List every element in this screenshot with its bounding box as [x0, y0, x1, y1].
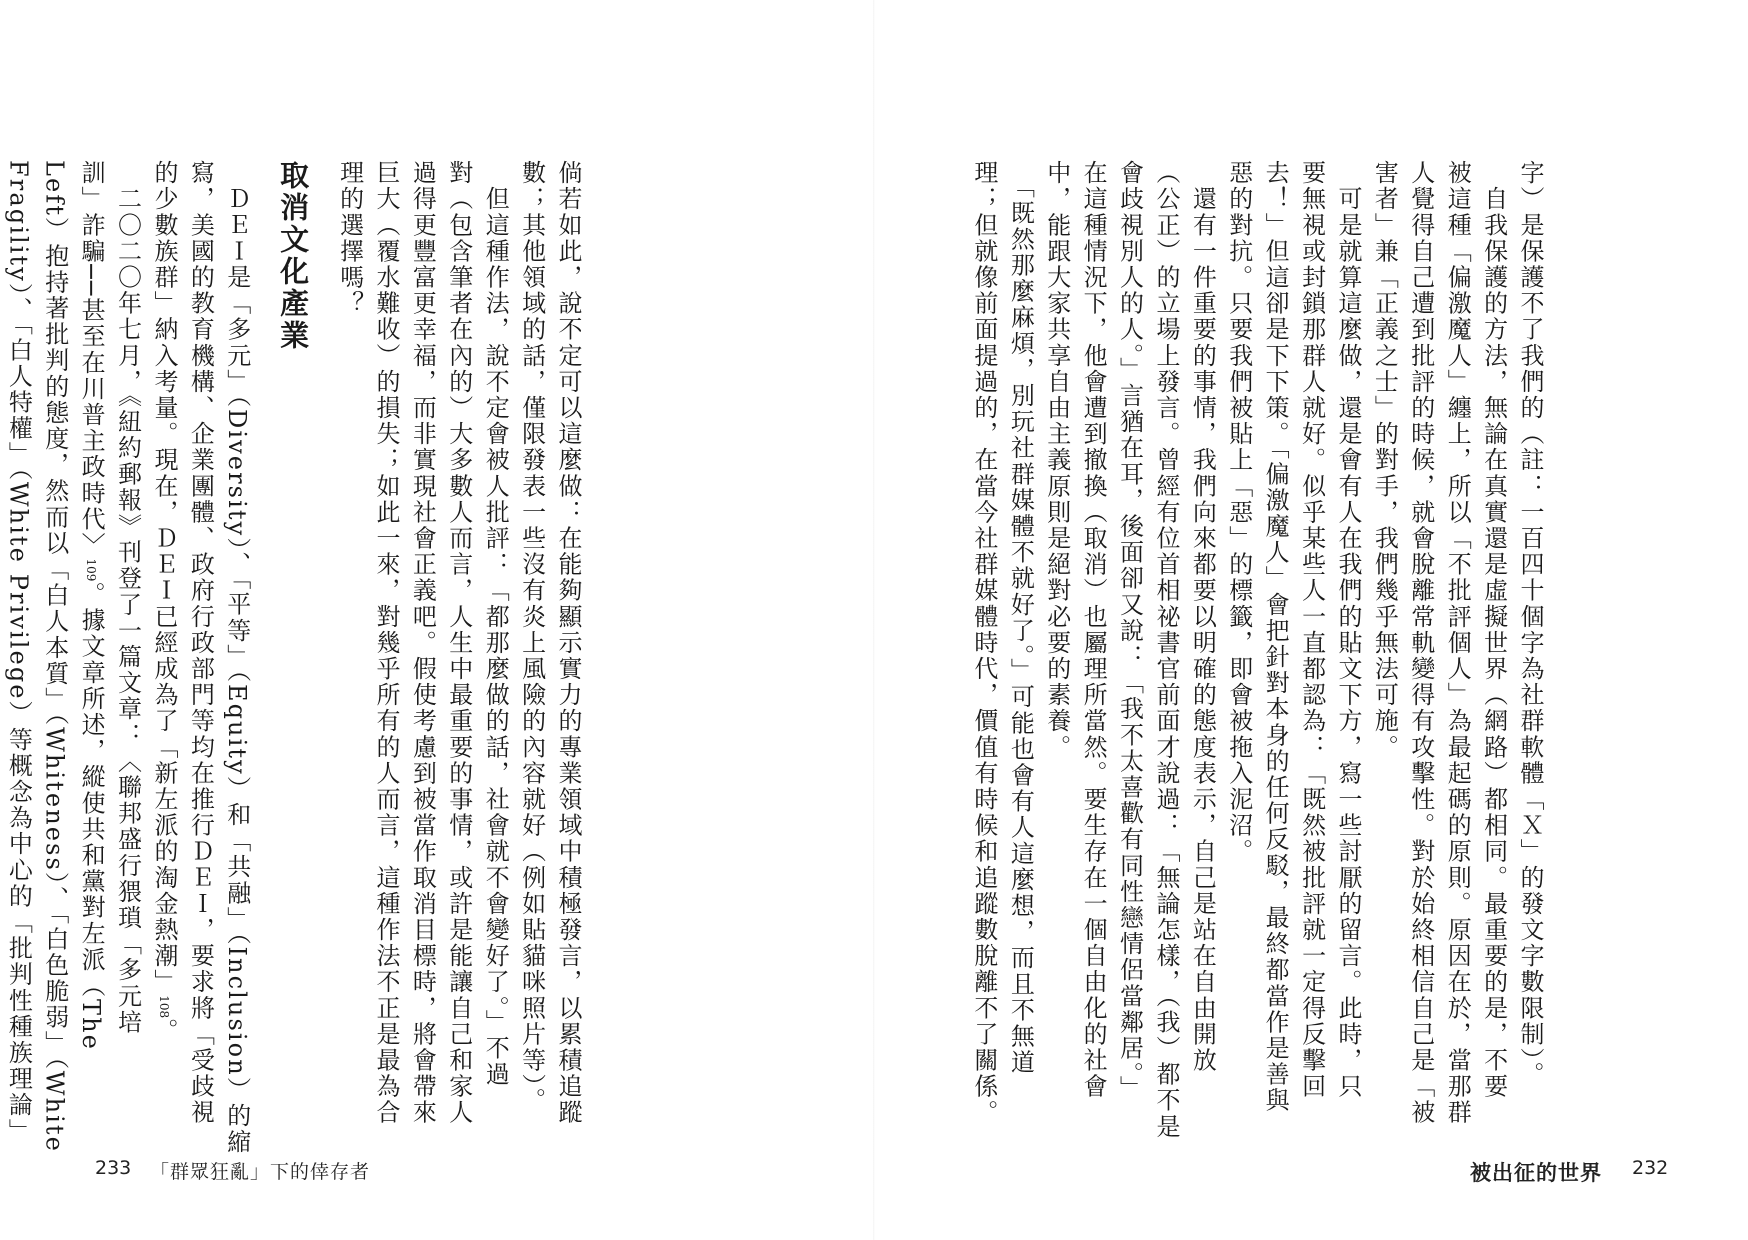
body-line: ＤＥＩ是「多元」（Diversity）、「平等」（Equity）和「共融」（Inclusion）的縮 — [222, 160, 251, 1156]
body-line: 惡的對抗。只要我們被貼上「惡」的標籤，即會被拖入泥沼。 — [1224, 160, 1253, 865]
body-line: 巨大（覆水難收）的損失；如此一來，對幾乎所有的人而言，這種作法不正是最為合 — [371, 160, 400, 1126]
body-line: 對（包含筆者在內的）大多數人而言，人生中最重要的事情，或許是能讓自己和家人 — [444, 160, 473, 1126]
section-heading: 取消文化產業 — [276, 160, 311, 352]
body-line: 自我保護的方法，無論在真實還是虛擬世界（網路）都相同。最重要的是，不要 — [1479, 160, 1508, 1100]
page-number: 233 — [95, 1157, 132, 1179]
running-head: 「群眾狂亂」下的倖存者 — [150, 1161, 371, 1183]
body-line: 理的選擇嗎？ — [335, 160, 364, 317]
page-number: 232 — [1632, 1157, 1669, 1179]
body-text: 訓」詐騙──甚至在川普主政時代〉 — [77, 160, 106, 559]
body-line: 在這種情況下，他會遭到撤換（取消）也屬理所當然。要生存在一個自由化的社會 — [1079, 160, 1108, 1100]
body-text: 。 — [149, 1018, 178, 1045]
left-page-body — [0, 160, 586, 1156]
body-line: 倘若如此，說不定可以這麼做：在能夠顯示實力的專業領域中積極發言，以累積追蹤 — [554, 160, 582, 1126]
body-line: 理；但就像前面提過的，在當今社群媒體時代，價值有時候和追蹤數脫離不了關係。 — [969, 160, 998, 1126]
body-line: 寫，美國的教育機構、企業團體、政府行政部門等均在推行ＤＥＩ，要求將「受歧視 — [186, 160, 215, 1126]
body-line: 被這種「偏激魔人」纏上，所以「不批評個人」為最起碼的原則。原因在於，當那群 — [1443, 160, 1472, 1126]
body-line: 還有一件重要的事情，我們向來都要以明確的態度表示，自己是站在自由開放 — [1188, 160, 1217, 1074]
body-line: 人覺得自己遭到批評的時候，就會脫離常軌變得有攻擊性。對於始終相信自己是「被 — [1406, 160, 1435, 1126]
body-line: 數；其他領域的話，僅限發表一些沒有炎上風險的內容就好（例如貼貓咪照片等）。 — [517, 160, 546, 1114]
body-line: （公正）的立場上發言。曾經有位首相祕書官前面才說過：「無論怎樣，（我）都不是 — [1151, 160, 1180, 1140]
footnote-ref-108: 108 — [156, 995, 171, 1019]
body-line: 會歧視別人的人。」言猶在耳，後面卻又說：「我不太喜歡有同性戀情侶當鄰居。」 — [1115, 160, 1144, 1102]
right-page — [874, 0, 1748, 1240]
body-line — [146, 160, 182, 1110]
footnote-ref-109: 109 — [84, 558, 99, 582]
body-line: Fragility）、「白人特權」（White Privilege）等概念為中心的「批判性種族理論」 — [4, 160, 33, 1145]
body-line: 要無視或封鎖那群人就好。似乎某些人一直都認為：「既然被批評就一定得反擊回 — [1297, 160, 1326, 1100]
body-line — [73, 160, 109, 1110]
body-line: 「既然那麼麻煩，別玩社群媒體不就好了。」可能也會有人這麼想，而且不無道 — [1006, 160, 1035, 1076]
body-line: 過得更豐富更幸福，而非實現社會正義吧。假使考慮到被當作取消目標時，將會帶來 — [408, 160, 437, 1126]
body-text: 。據文章所述，縱使共和黨對左派（The — [77, 581, 106, 1051]
body-line: 二〇二〇年七月，《紐約郵報》刊登了一篇文章：〈聯邦盛行猥瑣「多元培 — [113, 160, 142, 1036]
running-head: 被出征的世界 — [1470, 1161, 1602, 1185]
body-line: 害者」兼「正義之士」的對手，我們幾乎無法可施。 — [1370, 160, 1399, 761]
body-text: 的少數族群」納入考量。現在，ＤＥＩ已經成為了「新左派的淘金熱潮」 — [149, 160, 178, 996]
body-line: 中，能跟大家共享自由主義原則是絕對必要的素養。 — [1042, 160, 1071, 761]
body-line: 可是就算這麼做，還是會有人在我們的貼文下方，寫一些討厭的留言。此時，只 — [1333, 160, 1362, 1100]
body-line: Left）抱持著批判的態度，然而以「白人本質」（Whiteness）、「白色脆弱」（White — [40, 160, 69, 1153]
right-page-body — [758, 160, 1548, 1140]
body-line: 字）是保護不了我們的（註：一百四十個字為社群軟體「Ｘ」的發文字數限制）。 — [1516, 160, 1544, 1088]
body-line: 去！」但這卻是下下策。「偏激魔人」會把針對本身的任何反駁，最終都當作是善與 — [1261, 160, 1290, 1114]
body-line: 但這種作法，說不定會被人批評：「都那麼做的話，社會就不會變好了。」不過 — [481, 160, 510, 1088]
